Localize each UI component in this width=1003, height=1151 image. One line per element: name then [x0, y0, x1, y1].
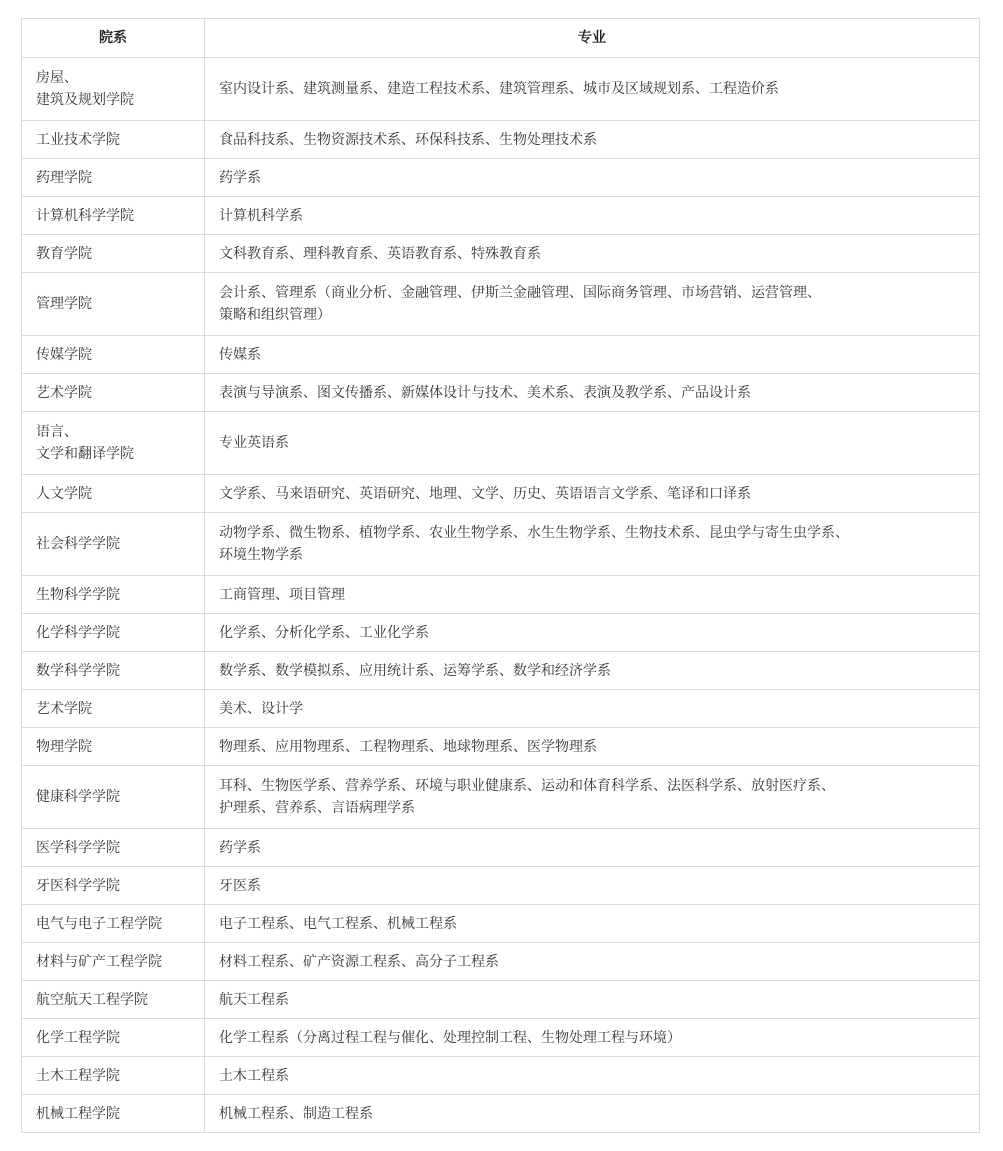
table-row: [22, 867, 980, 905]
school-cell: 健康科学学院: [22, 766, 205, 829]
majors-cell: 工商管理、项目管理: [205, 576, 980, 614]
table-row: [22, 235, 980, 273]
table-row: [22, 412, 980, 475]
school-cell: 教育学院: [22, 235, 205, 273]
majors-cell: 美术、设计学: [205, 690, 980, 728]
majors-cell: 室内设计系、建筑测量系、建造工程技术系、建筑管理系、城市及区域规划系、工程造价系: [205, 58, 980, 121]
majors-cell: 土木工程系: [205, 1057, 980, 1095]
table-header-row: [22, 19, 980, 58]
table-row: [22, 576, 980, 614]
school-cell: 牙医科学学院: [22, 867, 205, 905]
school-cell: 人文学院: [22, 475, 205, 513]
majors-cell: 电子工程系、电气工程系、机械工程系: [205, 905, 980, 943]
school-cell: 艺术学院: [22, 374, 205, 412]
majors-cell: 材料工程系、矿产资源工程系、高分子工程系: [205, 943, 980, 981]
table-row: [22, 513, 980, 576]
majors-cell: 机械工程系、制造工程系: [205, 1095, 980, 1133]
school-cell: 药理学院: [22, 159, 205, 197]
table-row: [22, 1019, 980, 1057]
majors-cell: 计算机科学系: [205, 197, 980, 235]
majors-cell: 文科教育系、理科教育系、英语教育系、特殊教育系: [205, 235, 980, 273]
school-cell: 材料与矿产工程学院: [22, 943, 205, 981]
school-cell: 传媒学院: [22, 336, 205, 374]
table-row: [22, 981, 980, 1019]
table-row: [22, 475, 980, 513]
school-cell: 管理学院: [22, 273, 205, 336]
school-cell: 土木工程学院: [22, 1057, 205, 1095]
school-cell: 化学科学学院: [22, 614, 205, 652]
table-row: [22, 336, 980, 374]
school-cell: 艺术学院: [22, 690, 205, 728]
school-cell: 房屋、 建筑及规划学院: [22, 58, 205, 121]
table-row: [22, 1057, 980, 1095]
table-row: [22, 1095, 980, 1133]
school-cell: 物理学院: [22, 728, 205, 766]
school-cell: 生物科学学院: [22, 576, 205, 614]
majors-cell: 药学系: [205, 159, 980, 197]
table-row: [22, 374, 980, 412]
majors-cell: 会计系、管理系（商业分析、金融管理、伊斯兰金融管理、国际商务管理、市场营销、运营管理、 策略和组织管理）: [205, 273, 980, 336]
majors-cell: 化学系、分析化学系、工业化学系: [205, 614, 980, 652]
table-row: [22, 829, 980, 867]
majors-cell: 文学系、马来语研究、英语研究、地理、文学、历史、英语语言文学系、笔译和口译系: [205, 475, 980, 513]
majors-cell: 表演与导演系、图文传播系、新媒体设计与技术、美术系、表演及教学系、产品设计系: [205, 374, 980, 412]
table-row: [22, 159, 980, 197]
table-row: [22, 58, 980, 121]
majors-cell: 传媒系: [205, 336, 980, 374]
table-row: [22, 943, 980, 981]
school-cell: 计算机科学学院: [22, 197, 205, 235]
header-majors: 专业: [205, 19, 980, 58]
school-cell: 语言、 文学和翻译学院: [22, 412, 205, 475]
majors-cell: 数学系、数学模拟系、应用统计系、运筹学系、数学和经济学系: [205, 652, 980, 690]
table-row: [22, 690, 980, 728]
table-row: [22, 652, 980, 690]
majors-cell: 物理系、应用物理系、工程物理系、地球物理系、医学物理系: [205, 728, 980, 766]
table-row: [22, 905, 980, 943]
majors-table: [21, 18, 980, 1133]
table-row: [22, 766, 980, 829]
school-cell: 医学科学学院: [22, 829, 205, 867]
table-row: [22, 121, 980, 159]
table-row: [22, 273, 980, 336]
school-cell: 化学工程学院: [22, 1019, 205, 1057]
school-cell: 工业技术学院: [22, 121, 205, 159]
majors-cell: 耳科、生物医学系、营养学系、环境与职业健康系、运动和体育科学系、法医科学系、放射医疗系、 护理系、营养系、言语病理学系: [205, 766, 980, 829]
table-row: [22, 728, 980, 766]
school-cell: 航空航天工程学院: [22, 981, 205, 1019]
school-cell: 社会科学学院: [22, 513, 205, 576]
table-row: [22, 197, 980, 235]
majors-cell: 药学系: [205, 829, 980, 867]
majors-cell: 航天工程系: [205, 981, 980, 1019]
majors-cell: 动物学系、微生物系、植物学系、农业生物学系、水生生物学系、生物技术系、昆虫学与寄生虫学系、 环境生物学系: [205, 513, 980, 576]
table-body: [22, 58, 980, 1133]
majors-cell: 牙医系: [205, 867, 980, 905]
school-cell: 机械工程学院: [22, 1095, 205, 1133]
school-cell: 数学科学学院: [22, 652, 205, 690]
header-school: 院系: [22, 19, 205, 58]
majors-cell: 食品科技系、生物资源技术系、环保科技系、生物处理技术系: [205, 121, 980, 159]
table-row: [22, 614, 980, 652]
school-cell: 电气与电子工程学院: [22, 905, 205, 943]
majors-table-container: [21, 18, 979, 1133]
majors-cell: 专业英语系: [205, 412, 980, 475]
majors-cell: 化学工程系（分离过程工程与催化、处理控制工程、生物处理工程与环境）: [205, 1019, 980, 1057]
